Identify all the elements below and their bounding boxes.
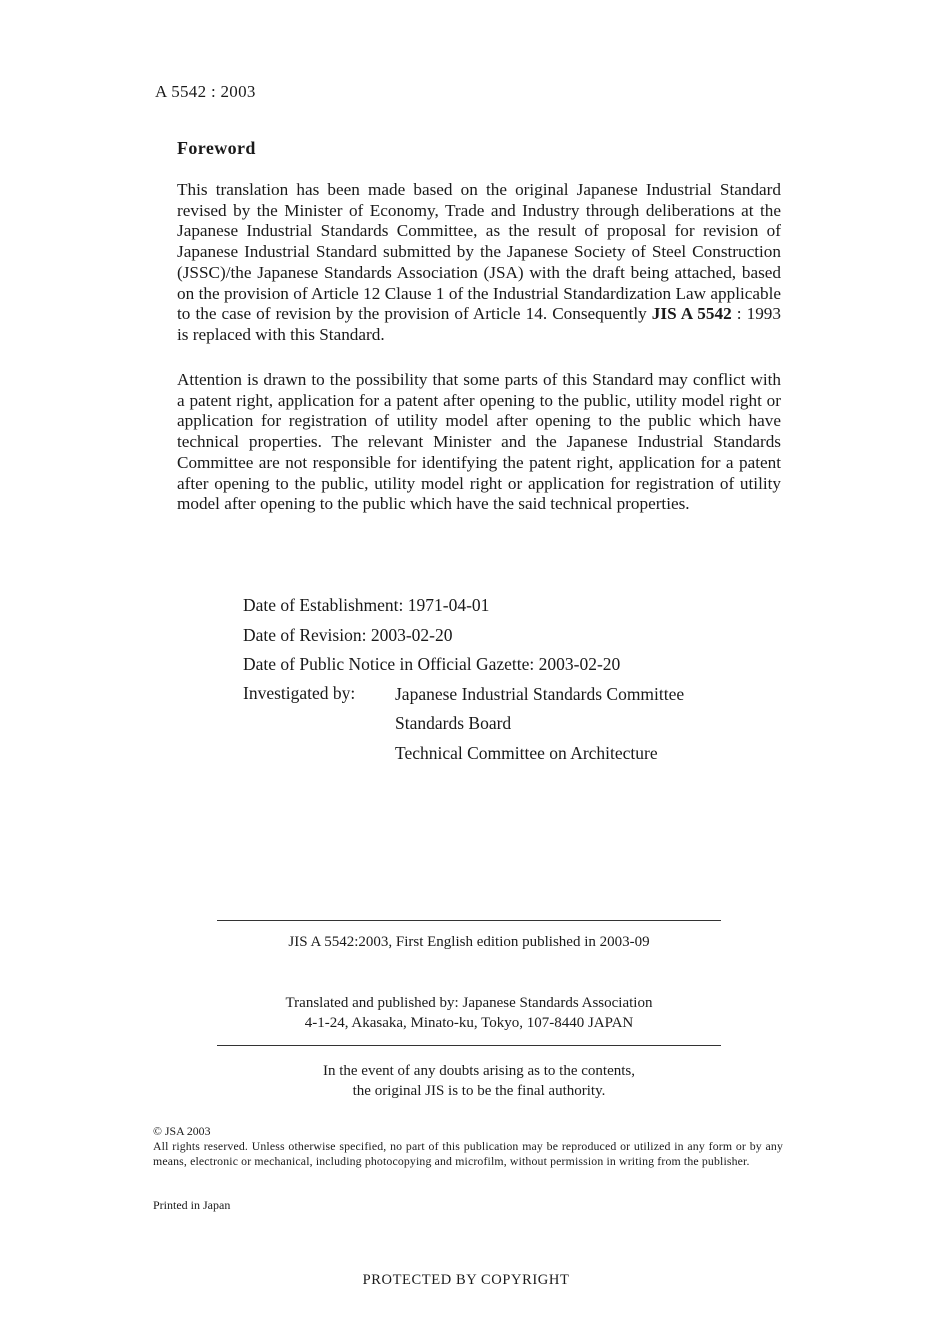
copyright-notice: © JSA 2003 bbox=[153, 1124, 211, 1138]
dates-block bbox=[243, 594, 684, 771]
foreword-paragraph-2: Attention is drawn to the possibility that some parts of this Standard may conflict with a patent right, application for a patent after opening to the public, utility model right or application for registration of utility model after opening to the public which have technical properties. The relevant Minister and the Japanese Industrial Standards Committee are not responsible for identifying the patent right, application for a patent after opening to the public, utility model right or application for registration of utility model after opening to the public which have the said technical properties. bbox=[177, 370, 781, 514]
investigated-by-list bbox=[395, 683, 684, 772]
edition-line: JIS A 5542:2003, First English edition published in 2003-09 bbox=[288, 934, 650, 950]
date-of-revision: Date of Revision: 2003-02-20 bbox=[243, 624, 453, 645]
divider-top bbox=[217, 920, 721, 921]
protected-by-copyright: PROTECTED BY COPYRIGHT bbox=[362, 1272, 570, 1288]
foreword-para1-tail: : 1993 is replaced with this Standard. bbox=[177, 304, 781, 344]
jis-reference: JIS A 5542 bbox=[651, 304, 732, 324]
copyright-block bbox=[153, 1124, 783, 1169]
foreword-paragraph-1 bbox=[177, 180, 781, 346]
foreword-para1-text: This translation has been made based on the original Japanese Industrial Standard revised by the Minister of Economy, Trade and Industry through deliberations at the Japanese Industrial Standards Committee, as the result of proposal for revision of Japanese Industrial Standard submitted by the Japanese Society of Steel Construction (JSSC)/the Japanese Standards Association (JSA) with the draft being attached, based on the provision of Article 12 Clause 1 of the Industrial Standardization Law applicable to the case of revision by the provision of Article 14. Consequently bbox=[177, 180, 781, 324]
authority-notice bbox=[217, 1061, 741, 1101]
authority-line-2: the original JIS is to be the final authority. bbox=[352, 1083, 606, 1099]
investigator-item: Technical Committee on Architecture bbox=[395, 742, 658, 763]
investigated-by-row bbox=[243, 683, 684, 772]
foreword-heading: Foreword bbox=[177, 138, 256, 158]
authority-line-1: In the event of any doubts arising as to the contents, bbox=[322, 1063, 635, 1079]
rights-statement: All rights reserved. Unless otherwise specified, no part of this publication may be reproduced or utilized in any form or by any means, electronic or mechanical, including photocopying and microfilm, without permission in writing from the publisher. bbox=[153, 1139, 783, 1168]
printed-in: Printed in Japan bbox=[153, 1198, 231, 1212]
publisher-block bbox=[217, 993, 721, 1033]
divider-bottom bbox=[217, 1045, 721, 1046]
investigator-item: Japanese Industrial Standards Committee bbox=[395, 683, 685, 704]
investigated-by-label: Investigated by: bbox=[243, 682, 356, 703]
investigator-item: Standards Board bbox=[395, 713, 512, 733]
publisher-line: Translated and published by: Japanese Standards Association bbox=[285, 995, 653, 1011]
publisher-address: 4-1-24, Akasaka, Minato-ku, Tokyo, 107-8440 JAPAN bbox=[304, 1015, 634, 1031]
date-of-public-notice: Date of Public Notice in Official Gazette: 2003-02-20 bbox=[243, 654, 621, 674]
date-of-establishment: Date of Establishment: 1971-04-01 bbox=[243, 595, 490, 615]
document-id: A 5542 : 2003 bbox=[155, 82, 256, 101]
